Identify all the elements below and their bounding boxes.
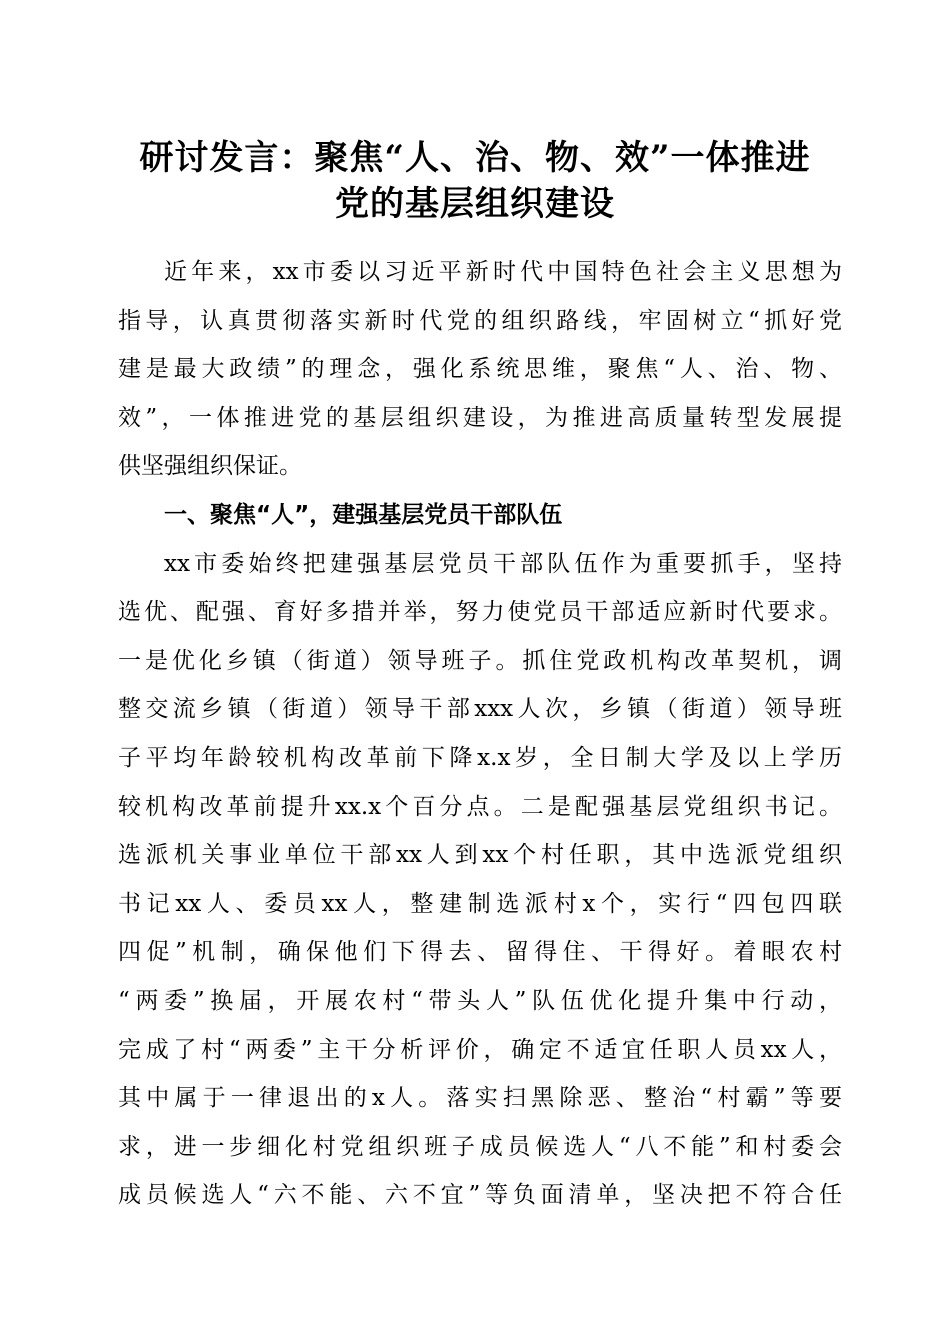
- page-title: [100, 135, 850, 227]
- intro-line: 效”，一体推进党的基层组织建设，为推进高质量转型发展提: [118, 404, 842, 431]
- intro-line: 建是最大政绩”的理念，强化系统思维，聚焦“人、治、物、: [118, 356, 842, 383]
- section-heading: 一、聚焦“人”，建强基层党员干部队伍: [164, 501, 563, 528]
- section-line: 子平均年龄较机构改革前下降x.x岁，全日制大学及以上学历: [118, 744, 842, 771]
- section-line: 选优、配强、育好多措并举，努力使党员干部适应新时代要求。: [118, 599, 842, 626]
- section-line: 较机构改革前提升xx.x个百分点。二是配强基层党组织书记。: [118, 793, 842, 820]
- section-line: 成员候选人“六不能、六不宜”等负面清单，坚决把不符合任: [118, 1182, 842, 1209]
- section-line: 其中属于一律退出的x人。落实扫黑除恶、整治“村霸”等要: [118, 1085, 842, 1112]
- section-line: xx市委始终把建强基层党员干部队伍作为重要抓手，坚持: [164, 550, 842, 577]
- title-line-1: 研讨发言：聚焦“人、治、物、效”一体推进: [139, 138, 811, 178]
- document-body: [118, 248, 842, 1220]
- section-line: 书记xx人、委员xx人，整建制选派村x个，实行“四包四联: [118, 890, 842, 917]
- title-line-2: 党的基层组织建设: [335, 184, 615, 224]
- section-line: “两委”换届，开展农村“带头人”队伍优化提升集中行动，: [118, 987, 842, 1014]
- section-line: 一是优化乡镇（街道）领导班子。抓住党政机构改革契机，调: [118, 647, 842, 674]
- intro-line: 近年来，xx市委以习近平新时代中国特色社会主义思想为: [164, 259, 842, 285]
- intro-line: 供坚强组织保证。: [118, 453, 302, 480]
- section-line: 完成了村“两委”主干分析评价，确定不适宜任职人员xx人，: [118, 1036, 842, 1063]
- section-line: 选派机关事业单位干部xx人到xx个村任职，其中选派党组织: [118, 842, 842, 869]
- section-line: 四促”机制，确保他们下得去、留得住、干得好。着眼农村: [118, 939, 842, 966]
- section-line: 整交流乡镇（街道）领导干部xxx人次，乡镇（街道）领导班: [118, 696, 842, 723]
- intro-line: 指导，认真贯彻落实新时代党的组织路线，牢固树立“抓好党: [118, 307, 842, 334]
- section-line: 求，进一步细化村党组织班子成员候选人“八不能”和村委会: [118, 1133, 842, 1160]
